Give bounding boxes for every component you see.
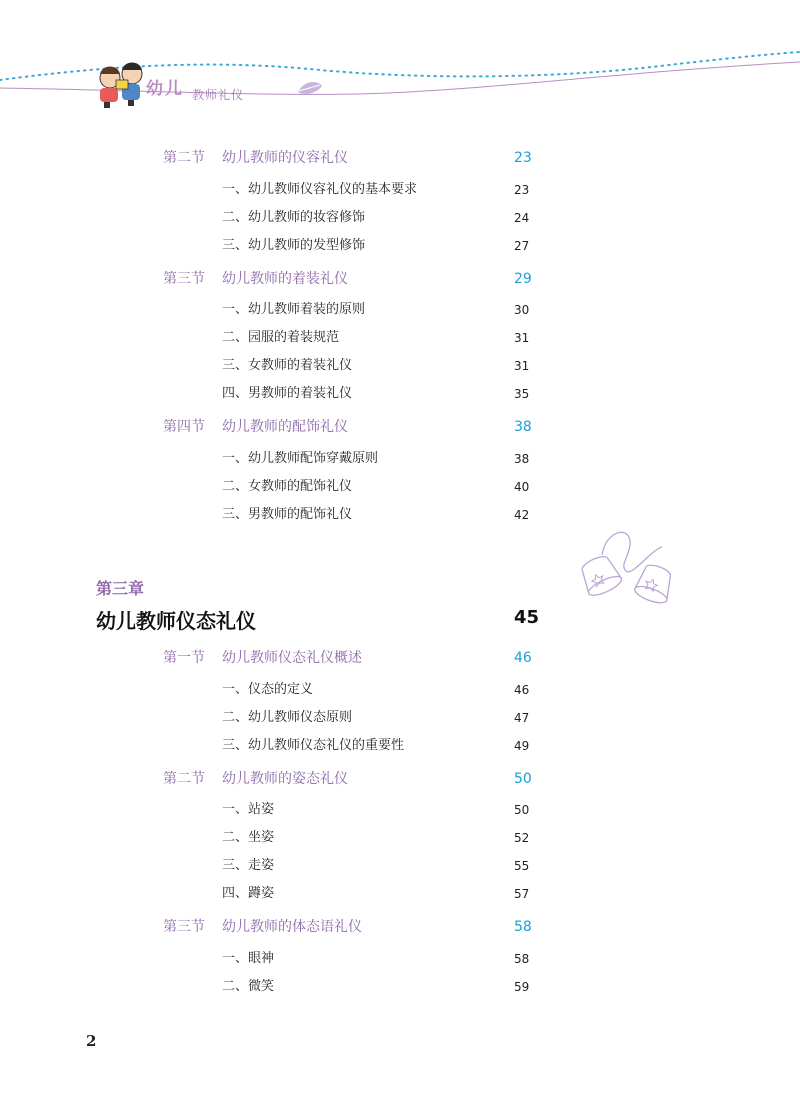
item-title: 四、蹲姿 — [222, 886, 275, 901]
chapter-label: 第三章 — [96, 579, 145, 598]
item-page: 46 — [514, 683, 530, 697]
section-title: 幼儿教师的体态语礼仪 — [222, 919, 362, 935]
page-number: 2 — [86, 1032, 97, 1050]
section-page: 50 — [514, 771, 532, 787]
section-title: 幼儿教师的着装礼仪 — [222, 271, 348, 287]
item-page: 40 — [514, 480, 530, 494]
item-title: 三、女教师的着装礼仪 — [222, 358, 353, 373]
section-title: 幼儿教师的配饰礼仪 — [222, 419, 348, 435]
item-title: 二、幼儿教师仪态原则 — [222, 710, 353, 725]
item-page: 35 — [514, 387, 530, 401]
item-page: 55 — [514, 859, 530, 873]
section-number: 第三节 — [163, 271, 205, 287]
section-page: 46 — [514, 650, 532, 666]
item-title: 二、园服的着装规范 — [222, 330, 340, 345]
section-page: 38 — [514, 419, 532, 435]
item-page: 49 — [514, 739, 530, 753]
section-page: 58 — [514, 919, 532, 935]
brand-subtitle: 教师礼仪 — [192, 88, 245, 102]
section-number: 第二节 — [163, 150, 205, 166]
item-title: 三、走姿 — [222, 858, 275, 873]
item-title: 一、幼儿教师配饰穿戴原则 — [222, 451, 379, 466]
item-title: 四、男教师的着装礼仪 — [222, 386, 353, 401]
tin-can-phone-illustration — [572, 525, 682, 615]
brand-title: 幼儿 — [146, 79, 184, 99]
item-title: 三、幼儿教师仪态礼仪的重要性 — [222, 738, 405, 753]
item-page: 31 — [514, 331, 530, 345]
item-title: 三、男教师的配饰礼仪 — [222, 507, 353, 522]
item-title: 二、微笑 — [222, 979, 275, 994]
item-page: 52 — [514, 831, 530, 845]
item-title: 一、站姿 — [222, 802, 275, 817]
item-page: 24 — [514, 211, 530, 225]
item-page: 59 — [514, 980, 530, 994]
section-number: 第四节 — [163, 419, 205, 435]
item-title: 二、女教师的配饰礼仪 — [222, 479, 353, 494]
item-page: 30 — [514, 303, 530, 317]
item-page: 23 — [514, 183, 530, 197]
item-page: 50 — [514, 803, 530, 817]
chapter-title[interactable]: 幼儿教师仪态礼仪 — [96, 609, 256, 633]
section-title: 幼儿教师的姿态礼仪 — [222, 771, 348, 787]
item-page: 57 — [514, 887, 530, 901]
item-title: 一、幼儿教师仪容礼仪的基本要求 — [222, 182, 418, 197]
section-number: 第二节 — [163, 771, 205, 787]
item-title: 一、眼神 — [222, 951, 275, 966]
item-title: 一、幼儿教师着装的原则 — [222, 302, 366, 317]
section-title: 幼儿教师仪态礼仪概述 — [222, 650, 362, 666]
item-page: 47 — [514, 711, 530, 725]
section-number: 第三节 — [163, 919, 205, 935]
item-page: 27 — [514, 239, 530, 253]
chapter-page: 45 — [514, 607, 540, 628]
item-title: 二、幼儿教师的妆容修饰 — [222, 210, 366, 225]
item-title: 三、幼儿教师的发型修饰 — [222, 238, 366, 253]
item-title: 一、仪态的定义 — [222, 682, 314, 697]
item-page: 38 — [514, 452, 530, 466]
section-page: 23 — [514, 150, 532, 166]
section-number: 第一节 — [163, 650, 205, 666]
section-page: 29 — [514, 271, 532, 287]
item-title: 二、坐姿 — [222, 830, 275, 845]
item-page: 58 — [514, 952, 530, 966]
section-title: 幼儿教师的仪容礼仪 — [222, 150, 348, 166]
item-page: 42 — [514, 508, 530, 522]
item-page: 31 — [514, 359, 530, 373]
